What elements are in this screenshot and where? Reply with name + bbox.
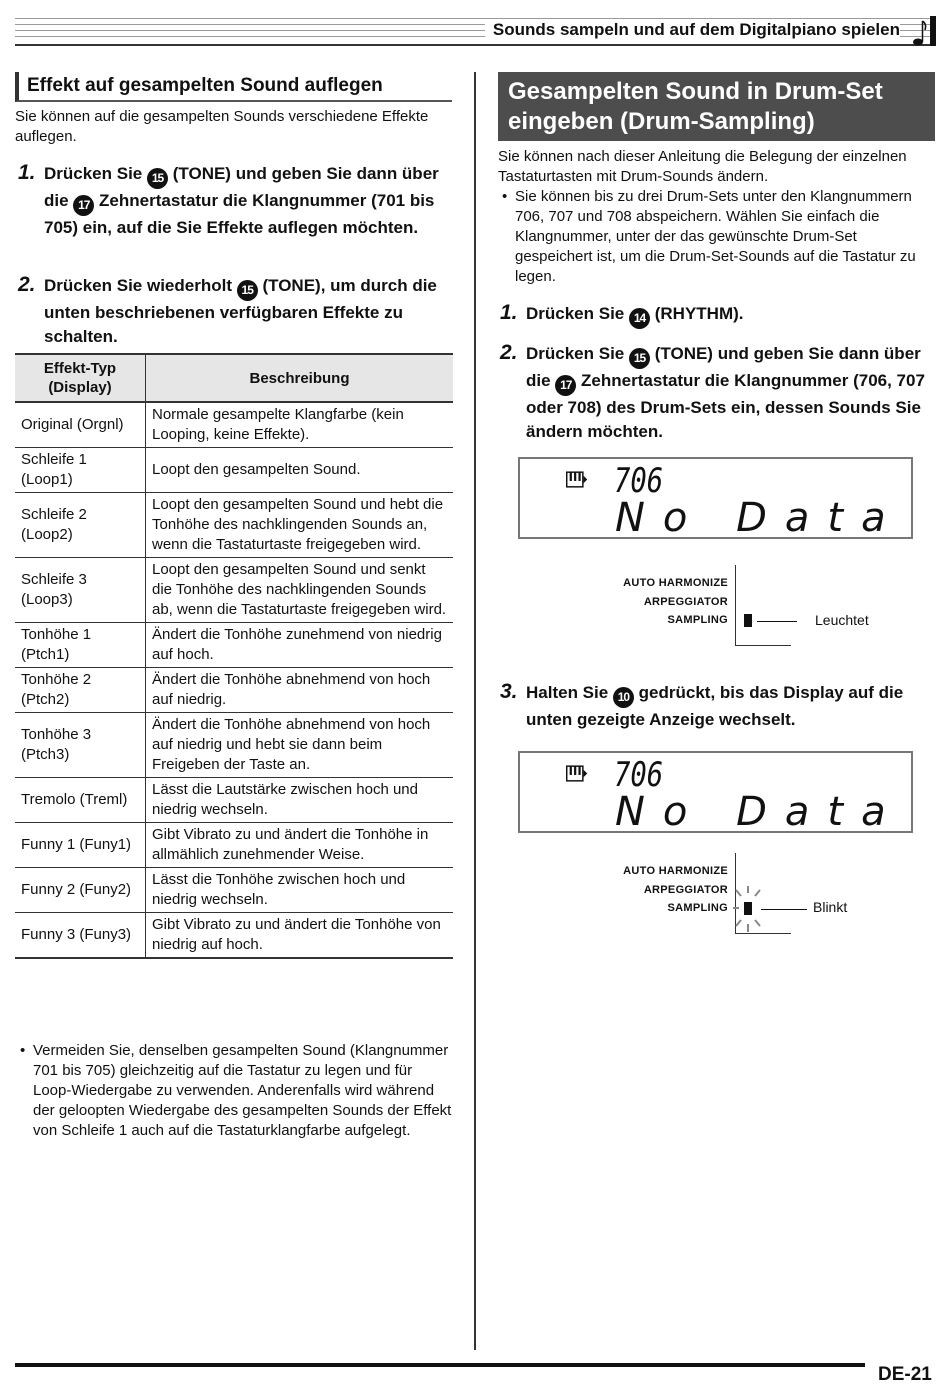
table-row <box>15 713 453 778</box>
step-number: 1. <box>18 161 36 184</box>
effect-type-cell: Original (Orgnl) <box>15 402 146 448</box>
keyboard-icon <box>566 765 588 782</box>
blink-label: Blinkt <box>813 899 848 915</box>
key-17-icon: 17 <box>73 195 94 216</box>
lcd-text: No Data <box>615 789 904 835</box>
lcd-text: No Data <box>615 495 904 541</box>
info-bullet: • Sie können bis zu drei Drum-Sets unter den Klangnummern 706, 707 und 708 abspeichern. Wählen Sie einfach die Klangnummer, unter der das gewünschte Drum-Set gespeichert ist, um die Drum-Set-Sounds auf die Tastatur zu legen. <box>515 187 935 287</box>
music-note-icon <box>912 18 928 46</box>
lcd-display <box>518 751 913 833</box>
column-header-description: Beschreibung <box>146 354 454 402</box>
step-number: 1. <box>500 301 518 324</box>
effect-type-cell: Schleife 2 (Loop2) <box>15 493 146 558</box>
note-bullet: • Vermeiden Sie, denselben gesampelten Sound (Klangnummer 701 bis 705) gleichzeitig auf die Tastatur zu legen und für Loop-Wiedergabe zu verwenden. Anderenfalls wird während der geloopten Wiedergabe des gesampelten Sounds der Effekt von Schleife 1 auch auf die Tastaturklangfarbe aufgelegt. <box>33 1041 453 1141</box>
step-3: 3. Halten Sie 10 gedrückt, bis das Display auf die unten gezeigte Anzeige wechselt. <box>500 680 904 729</box>
table-row <box>15 668 453 713</box>
step-2: 2. Drücken Sie 15 (TONE) und geben Sie dann über die 17 Zehnertastatur die Klangnummer (706, 707 oder 708) des Drum-Sets ein, dessen Sounds Sie ändern möchten. <box>500 341 925 441</box>
indicator-panel: AUTO HARMONIZE ARPEGGIATOR SAMPLING Leuchtet <box>623 565 823 655</box>
table-row <box>15 558 453 623</box>
effect-type-cell: Tonhöhe 3 (Ptch3) <box>15 713 146 778</box>
effect-type-cell: Schleife 3 (Loop3) <box>15 558 146 623</box>
table-row <box>15 778 453 823</box>
sampling-indicator <box>744 614 752 627</box>
key-14-icon: 14 <box>629 308 650 329</box>
effect-table <box>15 353 453 959</box>
description-cell: Lässt die Lautstärke zwischen hoch und niedrig wechseln. <box>146 778 454 823</box>
header-bar <box>930 16 936 46</box>
step-2: 2. Drücken Sie wiederholt 15 (TONE), um durch die unten beschriebenen verfügbaren Effekte zu schalten. <box>18 273 437 346</box>
intro-text: Sie können auf die gesampelten Sounds verschiedene Effekte auflegen. <box>15 108 429 145</box>
step-1: 1. Drücken Sie 15 (TONE) und geben Sie dann über die 17 Zehnertastatur die Klangnummer (701 bis 705) ein, auf die Sie Effekte auflegen möchten. <box>18 161 439 237</box>
table-row <box>15 493 453 558</box>
effect-type-cell: Tremolo (Treml) <box>15 778 146 823</box>
key-10-icon: 10 <box>613 687 634 708</box>
description-cell: Gibt Vibrato zu und ändert die Tonhöhe in allmählich zunehmender Weise. <box>146 823 454 868</box>
intro-text: Sie können nach dieser Anleitung die Belegung der einzelnen Tastaturtasten mit Drum-Sounds ändern. <box>498 148 907 185</box>
description-cell: Ändert die Tonhöhe zunehmend von niedrig auf hoch. <box>146 623 454 668</box>
tone-number: 706 <box>614 755 664 795</box>
table-row <box>15 913 453 959</box>
effect-type-cell: Schleife 1 (Loop1) <box>15 448 146 493</box>
step-1: 1. Drücken Sie 14 (RHYTHM). <box>526 302 926 329</box>
table-row <box>15 868 453 913</box>
description-cell: Normale gesampelte Klangfarbe (kein Looping, keine Effekte). <box>146 402 454 448</box>
effect-type-cell: Tonhöhe 1 (Ptch1) <box>15 623 146 668</box>
description-cell: Loopt den gesampelten Sound und senkt die Tonhöhe des nachklingenden Sounds ab, wenn die Tastaturtaste freigegeben wird. <box>146 558 454 623</box>
key-15-icon: 15 <box>147 168 168 189</box>
table-row <box>15 623 453 668</box>
key-15-icon: 15 <box>629 348 650 369</box>
section-banner: Gesampelten Sound in Drum-Set eingeben (Drum-Sampling) <box>498 72 935 141</box>
lcd-display <box>518 457 913 539</box>
column-header-effect: Effekt-Typ (Display) <box>15 354 146 402</box>
step-number: 3. <box>500 680 518 703</box>
effect-type-cell: Funny 3 (Funy3) <box>15 913 146 959</box>
effect-type-cell: Tonhöhe 2 (Ptch2) <box>15 668 146 713</box>
page-header-title: Sounds sampeln und auf dem Digitalpiano spielen <box>485 20 900 40</box>
indicator-panel: AUTO HARMONIZE ARPEGGIATOR SAMPLING Blinkt <box>623 853 823 943</box>
table-row <box>15 448 453 493</box>
description-cell: Lässt die Tonhöhe zwischen hoch und niedrig wechseln. <box>146 868 454 913</box>
description-cell: Ändert die Tonhöhe abnehmend von hoch auf niedrig und hebt sie dann beim Freigeben der Taste an. <box>146 713 454 778</box>
description-cell: Loopt den gesampelten Sound und hebt die Tonhöhe des nachklingenden Sounds an, wenn die Tastaturtaste freigegeben wird. <box>146 493 454 558</box>
description-cell: Ändert die Tonhöhe abnehmend von hoch auf niedrig. <box>146 668 454 713</box>
column-divider <box>474 72 476 1350</box>
description-cell: Loopt den gesampelten Sound. <box>146 448 454 493</box>
page-number: DE-21 <box>878 1364 932 1385</box>
step-number: 2. <box>18 273 36 296</box>
tone-number: 706 <box>614 461 664 501</box>
table-row <box>15 823 453 868</box>
key-17-icon: 17 <box>555 375 576 396</box>
lit-label: Leuchtet <box>815 612 869 628</box>
footer-rule <box>15 1363 865 1367</box>
step-number: 2. <box>500 341 518 364</box>
key-15-icon: 15 <box>237 280 258 301</box>
section-heading: Effekt auf gesampelten Sound auflegen <box>15 72 452 102</box>
keyboard-icon <box>566 471 588 488</box>
effect-type-cell: Funny 1 (Funy1) <box>15 823 146 868</box>
description-cell: Gibt Vibrato zu und ändert die Tonhöhe von niedrig auf hoch. <box>146 913 454 959</box>
effect-type-cell: Funny 2 (Funy2) <box>15 868 146 913</box>
table-row <box>15 402 453 448</box>
